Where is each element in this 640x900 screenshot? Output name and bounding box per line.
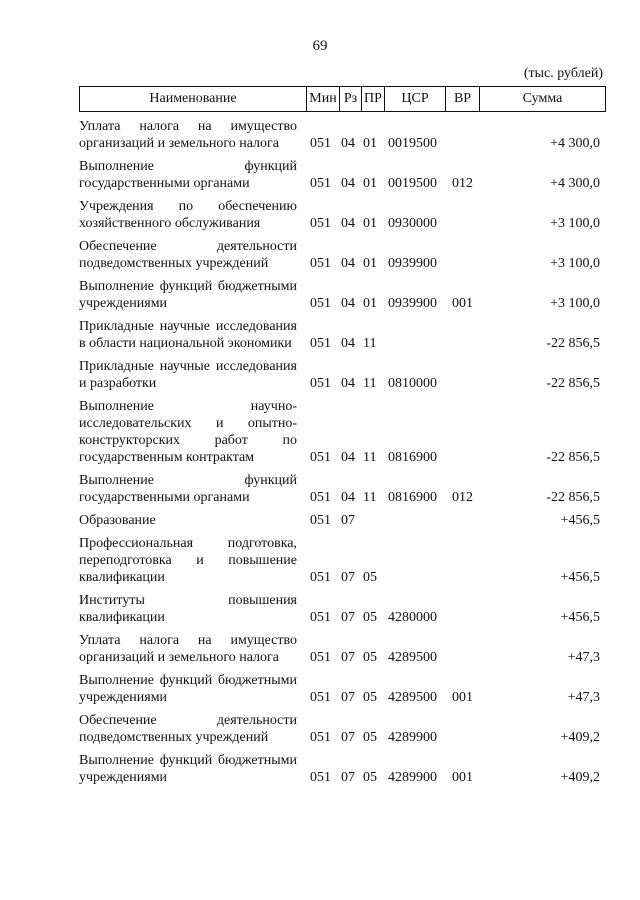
row-sum: -22 856,5 — [546, 376, 600, 391]
row-name: Выполнение функций бюджетными учреждениями — [79, 753, 297, 785]
row-pr: 05 — [363, 770, 377, 785]
row-min: 051 — [310, 296, 331, 311]
header-sum: Сумма — [479, 87, 605, 111]
table-body — [79, 118, 606, 786]
row-codes — [79, 335, 606, 352]
table-row — [79, 632, 606, 666]
header-min: Мин — [306, 87, 339, 111]
row-sum: +456,5 — [560, 610, 600, 625]
table-row — [79, 238, 606, 272]
table-row — [79, 278, 606, 312]
table-row — [79, 472, 606, 506]
row-min: 051 — [310, 770, 331, 785]
row-csr: 0810000 — [388, 376, 437, 391]
row-codes — [79, 175, 606, 192]
row-name: Выполнение функций государственными органами — [79, 159, 297, 191]
row-pr: 01 — [363, 256, 377, 271]
table-row — [79, 752, 606, 786]
row-rz: 04 — [341, 176, 355, 191]
row-sum: -22 856,5 — [546, 450, 600, 465]
row-sum: +456,5 — [560, 570, 600, 585]
row-codes — [79, 649, 606, 666]
header-csr: ЦСР — [384, 87, 445, 111]
table-row — [79, 398, 606, 466]
row-min: 051 — [310, 336, 331, 351]
row-csr: 4289500 — [388, 650, 437, 665]
row-name: Уплата налога на имущество организаций и земельного налога — [79, 119, 297, 151]
row-codes — [79, 255, 606, 272]
row-pr: 11 — [363, 376, 377, 391]
row-csr: 0816900 — [388, 490, 437, 505]
row-min: 051 — [310, 256, 331, 271]
row-name: Выполнение функций государственными органами — [79, 473, 297, 505]
row-csr: 0939900 — [388, 256, 437, 271]
row-name: Выполнение функций бюджетными учреждениями — [79, 279, 297, 311]
row-sum: +4 300,0 — [550, 176, 600, 191]
row-rz: 07 — [341, 513, 355, 528]
row-sum: +3 100,0 — [550, 296, 600, 311]
row-vr: 001 — [452, 690, 473, 705]
row-min: 051 — [310, 490, 331, 505]
row-codes — [79, 609, 606, 626]
row-name: Прикладные научные исследования в области национальной экономики — [79, 319, 297, 351]
row-sum: +3 100,0 — [550, 256, 600, 271]
row-pr: 05 — [363, 570, 377, 585]
table-header — [79, 86, 606, 112]
row-min: 051 — [310, 570, 331, 585]
row-csr: 0939900 — [388, 296, 437, 311]
table-row — [79, 535, 606, 586]
row-name: Образование — [79, 513, 156, 528]
header-rz: Рз — [339, 87, 361, 111]
row-rz: 07 — [341, 610, 355, 625]
table-row — [79, 592, 606, 626]
row-min: 051 — [310, 610, 331, 625]
row-vr: 012 — [452, 176, 473, 191]
row-pr: 01 — [363, 216, 377, 231]
row-sum: +47,3 — [567, 690, 600, 705]
row-rz: 04 — [341, 296, 355, 311]
row-csr: 4289500 — [388, 690, 437, 705]
row-codes — [79, 295, 606, 312]
row-codes — [79, 769, 606, 786]
row-codes — [79, 375, 606, 392]
table-row — [79, 118, 606, 152]
row-pr: 05 — [363, 610, 377, 625]
row-codes — [79, 135, 606, 152]
row-rz: 07 — [341, 770, 355, 785]
table-row — [79, 358, 606, 392]
row-csr: 0019500 — [388, 176, 437, 191]
row-pr: 01 — [363, 296, 377, 311]
row-codes — [79, 689, 606, 706]
row-name: Профессиональная подготовка, переподготовка и повышение квалификации — [79, 536, 297, 585]
row-vr: 001 — [452, 296, 473, 311]
row-name: Обеспечение деятельности подведомственных учреждений — [79, 713, 297, 745]
row-csr: 4280000 — [388, 610, 437, 625]
table-row — [79, 318, 606, 352]
row-rz: 04 — [341, 336, 355, 351]
row-sum: +409,2 — [560, 770, 600, 785]
row-min: 051 — [310, 136, 331, 151]
row-sum: +47,3 — [567, 650, 600, 665]
row-min: 051 — [310, 450, 331, 465]
header-pr: ПР — [361, 87, 384, 111]
row-pr: 05 — [363, 650, 377, 665]
row-rz: 07 — [341, 650, 355, 665]
row-sum: +3 100,0 — [550, 216, 600, 231]
row-pr: 11 — [363, 450, 377, 465]
row-rz: 04 — [341, 376, 355, 391]
table-row — [79, 512, 606, 529]
row-pr: 11 — [363, 490, 377, 505]
row-name: Институты повышения квалификации — [79, 593, 297, 625]
row-min: 051 — [310, 690, 331, 705]
row-codes — [79, 729, 606, 746]
row-sum: +409,2 — [560, 730, 600, 745]
row-rz: 07 — [341, 730, 355, 745]
row-rz: 07 — [341, 690, 355, 705]
row-sum: -22 856,5 — [546, 490, 600, 505]
row-vr: 012 — [452, 490, 473, 505]
row-sum: -22 856,5 — [546, 336, 600, 351]
table-row — [79, 712, 606, 746]
row-pr: 11 — [363, 336, 377, 351]
row-rz: 04 — [341, 256, 355, 271]
row-sum: +4 300,0 — [550, 136, 600, 151]
row-min: 051 — [310, 216, 331, 231]
row-csr: 4289900 — [388, 770, 437, 785]
table-row — [79, 198, 606, 232]
row-pr: 05 — [363, 730, 377, 745]
row-csr: 4289900 — [388, 730, 437, 745]
table-row — [79, 672, 606, 706]
header-vr: ВР — [445, 87, 479, 111]
row-name: Учреждения по обеспечению хозяйственного обслуживания — [79, 199, 297, 231]
page-number: 69 — [312, 38, 328, 54]
row-codes — [79, 215, 606, 232]
header-name: Наименование — [149, 91, 237, 106]
row-csr: 0816900 — [388, 450, 437, 465]
row-pr: 05 — [363, 690, 377, 705]
row-name: Уплата налога на имущество организаций и земельного налога — [79, 633, 297, 665]
row-min: 051 — [310, 376, 331, 391]
row-min: 051 — [310, 730, 331, 745]
row-codes — [79, 569, 606, 586]
row-rz: 04 — [341, 450, 355, 465]
row-pr: 01 — [363, 176, 377, 191]
row-pr: 01 — [363, 136, 377, 151]
row-sum: +456,5 — [560, 513, 600, 528]
row-rz: 07 — [341, 570, 355, 585]
row-name: Выполнение функций бюджетными учреждениями — [79, 673, 297, 705]
row-min: 051 — [310, 650, 331, 665]
row-codes — [79, 449, 606, 466]
row-rz: 04 — [341, 216, 355, 231]
table-row — [79, 158, 606, 192]
row-name: Выполнение научно-исследовательских и опытно-конструкторских работ по государственным контрактам — [79, 399, 297, 465]
row-vr: 001 — [452, 770, 473, 785]
row-min: 051 — [310, 176, 331, 191]
row-codes — [79, 512, 606, 529]
row-codes — [79, 489, 606, 506]
row-name: Прикладные научные исследования и разработки — [79, 359, 297, 391]
units-label: (тыс. рублей) — [523, 66, 603, 81]
row-csr: 0930000 — [388, 216, 437, 231]
row-rz: 04 — [341, 490, 355, 505]
row-csr: 0019500 — [388, 136, 437, 151]
row-name: Обеспечение деятельности подведомственных учреждений — [79, 239, 297, 271]
row-rz: 04 — [341, 136, 355, 151]
row-min: 051 — [310, 513, 331, 528]
